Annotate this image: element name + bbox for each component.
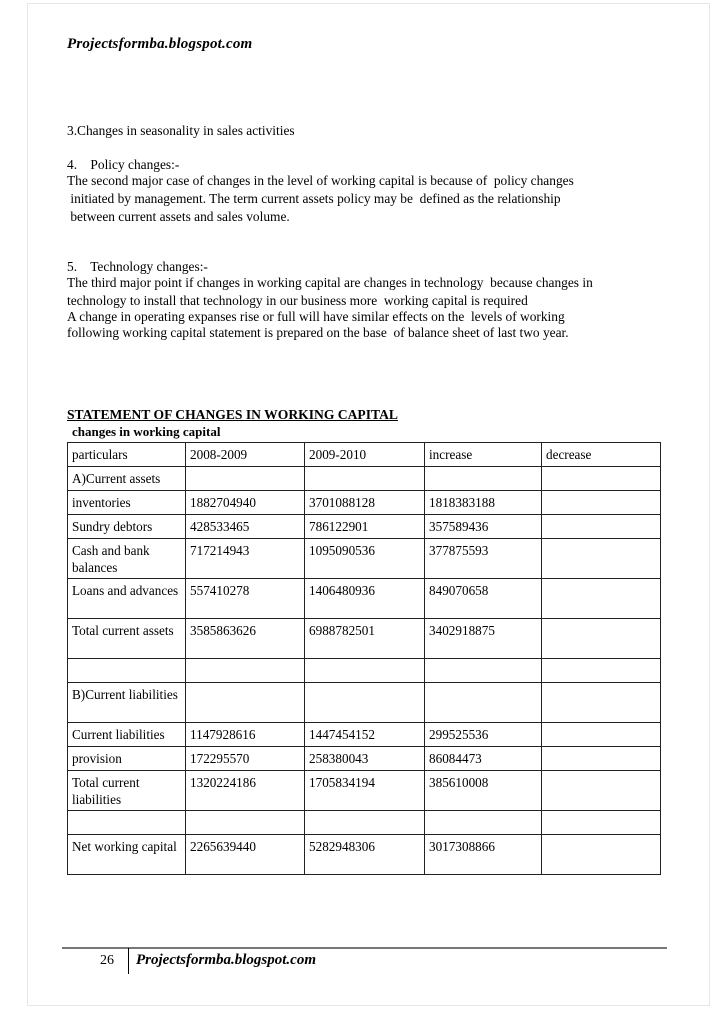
table-cell: 849070658 [425,579,542,619]
table-cell: 3701088128 [305,491,425,515]
table-cell [542,619,661,659]
table-row [68,579,661,619]
table-cell [542,723,661,747]
table-row [68,467,661,491]
table-cell: 1447454152 [305,723,425,747]
table-cell: decrease [542,443,661,467]
table-cell: 299525536 [425,723,542,747]
footer-divider [62,947,667,949]
table-cell: 172295570 [186,747,305,771]
table-header-row [68,443,661,467]
table-row [68,539,661,579]
table-cell: 258380043 [305,747,425,771]
table-row [68,723,661,747]
table-cell [542,835,661,875]
table-cell [305,683,425,723]
table-cell: 1320224186 [186,771,305,811]
table-cell: 1882704940 [186,491,305,515]
table-cell [542,683,661,723]
item-4-line: initiated by management. The term current assets policy may be defined as the relationship [67,191,561,206]
table-row [68,811,661,835]
table-cell [425,683,542,723]
table-cell: A)Current assets [68,467,186,491]
table-row [68,491,661,515]
table-cell: particulars [68,443,186,467]
table-cell: 377875593 [425,539,542,579]
table-cell: increase [425,443,542,467]
table-cell [425,467,542,491]
table-cell: Total current assets [68,619,186,659]
table-cell: 3585863626 [186,619,305,659]
table-cell: B)Current liabilities [68,683,186,723]
table-cell [542,515,661,539]
table-row [68,747,661,771]
table-cell: 385610008 [425,771,542,811]
table-cell [542,771,661,811]
table-row [68,771,661,811]
table-row [68,835,661,875]
table-cell: 3017308866 [425,835,542,875]
table-row [68,659,661,683]
item-4-line: The second major case of changes in the level of working capital is because of policy changes [67,173,574,188]
item-5-line: following working capital statement is prepared on the base of balance sheet of last two year. [67,325,569,340]
table-cell [68,811,186,835]
item-5-line: The third major point if changes in working capital are changes in technology because changes in [67,275,593,290]
table-cell [542,659,661,683]
table-cell: 1705834194 [305,771,425,811]
table-cell: Sundry debtors [68,515,186,539]
table-cell [542,467,661,491]
table-cell: 428533465 [186,515,305,539]
table-cell: inventories [68,491,186,515]
table-cell [542,491,661,515]
table-cell: 1095090536 [305,539,425,579]
table-cell: Net working capital [68,835,186,875]
table-cell [68,659,186,683]
table-cell [186,467,305,491]
item-5-title: 5. Technology changes:- [67,259,208,274]
table-cell: 5282948306 [305,835,425,875]
item-3-text: 3.Changes in seasonality in sales activities [67,123,295,138]
table-cell [425,811,542,835]
table-cell: Loans and advances [68,579,186,619]
item-4-line: between current assets and sales volume. [67,209,290,224]
table-cell: 2008-2009 [186,443,305,467]
table-cell [542,539,661,579]
table-cell [542,811,661,835]
table-cell [305,467,425,491]
statement-subtitle: changes in working capital [72,424,221,439]
statement-title: STATEMENT OF CHANGES IN WORKING CAPITAL [67,407,398,422]
page-number: 26 [100,953,114,968]
table-cell [186,811,305,835]
footer-separator [128,948,129,974]
table-cell [425,659,542,683]
table-cell: 2009-2010 [305,443,425,467]
table-cell [542,579,661,619]
table-cell: 1147928616 [186,723,305,747]
item-5-line: technology to install that technology in our business more working capital is required [67,293,528,308]
table-row [68,619,661,659]
item-5-line: A change in operating expanses rise or full will have similar effects on the levels of working [67,309,565,324]
table-row [68,683,661,723]
table-cell: 1818383188 [425,491,542,515]
table-cell [305,659,425,683]
table-cell: 786122901 [305,515,425,539]
table-row [68,515,661,539]
table-cell: Total current liabilities [68,771,186,811]
table-cell: 557410278 [186,579,305,619]
table-cell: 3402918875 [425,619,542,659]
table-cell: provision [68,747,186,771]
page-header: Projectsformba.blogspot.com [67,36,253,52]
item-4-title: 4. Policy changes:- [67,157,180,172]
table-cell [305,811,425,835]
table-cell: 6988782501 [305,619,425,659]
table-cell: 357589436 [425,515,542,539]
table-cell: 2265639440 [186,835,305,875]
table-cell: 1406480936 [305,579,425,619]
table-cell: 717214943 [186,539,305,579]
working-capital-table [67,442,661,875]
table-cell [542,747,661,771]
table-cell [186,659,305,683]
table-cell: Cash and bank balances [68,539,186,579]
table-cell: 86084473 [425,747,542,771]
table-cell [186,683,305,723]
footer-site: Projectsformba.blogspot.com [136,952,316,968]
table-cell: Current liabilities [68,723,186,747]
